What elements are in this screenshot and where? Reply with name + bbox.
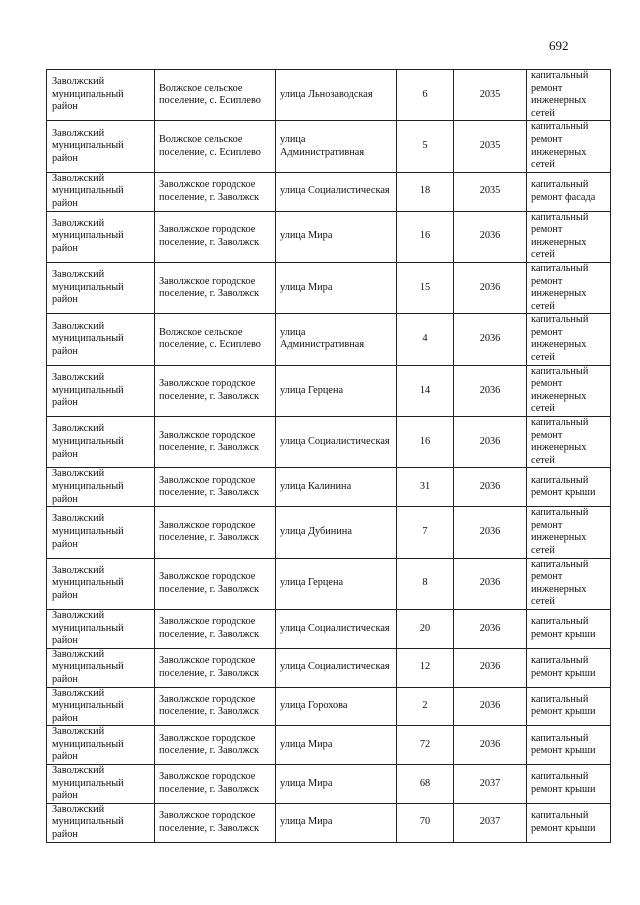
settlement-cell: Заволжское городское поселение, г. Заволжск bbox=[155, 726, 276, 765]
district-cell: Заволжский муниципальный район bbox=[47, 648, 155, 687]
district-cell: Заволжский муниципальный район bbox=[47, 803, 155, 842]
work-type-cell: капитальный ремонт крыши bbox=[527, 803, 611, 842]
district-cell: Заволжский муниципальный район bbox=[47, 70, 155, 121]
year-cell: 2035 bbox=[454, 121, 527, 172]
year-cell: 2035 bbox=[454, 70, 527, 121]
year-cell: 2036 bbox=[454, 365, 527, 416]
table-row bbox=[47, 70, 611, 121]
street-cell: улица Герцена bbox=[276, 558, 397, 609]
street-cell: улица Социалистическая bbox=[276, 648, 397, 687]
table-row bbox=[47, 417, 611, 468]
year-cell: 2036 bbox=[454, 211, 527, 262]
settlement-cell: Заволжское городское поселение, г. Заволжск bbox=[155, 172, 276, 211]
table-row bbox=[47, 314, 611, 365]
district-cell: Заволжский муниципальный район bbox=[47, 765, 155, 804]
street-cell: улица Мира bbox=[276, 211, 397, 262]
house-number-cell: 14 bbox=[397, 365, 454, 416]
year-cell: 2036 bbox=[454, 687, 527, 726]
house-number-cell: 18 bbox=[397, 172, 454, 211]
year-cell: 2036 bbox=[454, 507, 527, 558]
table-row bbox=[47, 648, 611, 687]
work-type-cell: капитальный ремонт инженерных сетей bbox=[527, 121, 611, 172]
table-row bbox=[47, 211, 611, 262]
year-cell: 2037 bbox=[454, 803, 527, 842]
street-cell: улица Мира bbox=[276, 262, 397, 313]
table-row bbox=[47, 172, 611, 211]
district-cell: Заволжский муниципальный район bbox=[47, 468, 155, 507]
settlement-cell: Волжское сельское поселение, с. Есиплево bbox=[155, 314, 276, 365]
house-number-cell: 70 bbox=[397, 803, 454, 842]
district-cell: Заволжский муниципальный район bbox=[47, 609, 155, 648]
table-row bbox=[47, 558, 611, 609]
district-cell: Заволжский муниципальный район bbox=[47, 365, 155, 416]
work-type-cell: капитальный ремонт инженерных сетей bbox=[527, 70, 611, 121]
house-number-cell: 5 bbox=[397, 121, 454, 172]
house-number-cell: 6 bbox=[397, 70, 454, 121]
house-number-cell: 7 bbox=[397, 507, 454, 558]
year-cell: 2036 bbox=[454, 609, 527, 648]
street-cell: улица Горохова bbox=[276, 687, 397, 726]
work-type-cell: капитальный ремонт инженерных сетей bbox=[527, 417, 611, 468]
settlement-cell: Заволжское городское поселение, г. Заволжск bbox=[155, 648, 276, 687]
work-type-cell: капитальный ремонт крыши bbox=[527, 687, 611, 726]
house-number-cell: 12 bbox=[397, 648, 454, 687]
street-cell: улица Мира bbox=[276, 726, 397, 765]
district-cell: Заволжский муниципальный район bbox=[47, 687, 155, 726]
street-cell: улица Социалистическая bbox=[276, 417, 397, 468]
table-row bbox=[47, 765, 611, 804]
settlement-cell: Волжское сельское поселение, с. Есиплево bbox=[155, 121, 276, 172]
street-cell: улица Социалистическая bbox=[276, 609, 397, 648]
house-number-cell: 20 bbox=[397, 609, 454, 648]
house-number-cell: 68 bbox=[397, 765, 454, 804]
year-cell: 2035 bbox=[454, 172, 527, 211]
house-number-cell: 16 bbox=[397, 211, 454, 262]
work-type-cell: капитальный ремонт фасада bbox=[527, 172, 611, 211]
street-cell: улица Калинина bbox=[276, 468, 397, 507]
table-row bbox=[47, 468, 611, 507]
work-type-cell: капитальный ремонт инженерных сетей bbox=[527, 507, 611, 558]
street-cell: улица Социалистическая bbox=[276, 172, 397, 211]
year-cell: 2036 bbox=[454, 648, 527, 687]
year-cell: 2036 bbox=[454, 262, 527, 313]
work-type-cell: капитальный ремонт инженерных сетей bbox=[527, 211, 611, 262]
table-row bbox=[47, 609, 611, 648]
settlement-cell: Заволжское городское поселение, г. Заволжск bbox=[155, 262, 276, 313]
house-number-cell: 16 bbox=[397, 417, 454, 468]
year-cell: 2037 bbox=[454, 765, 527, 804]
district-cell: Заволжский муниципальный район bbox=[47, 417, 155, 468]
district-cell: Заволжский муниципальный район bbox=[47, 507, 155, 558]
table-body bbox=[47, 70, 611, 843]
work-type-cell: капитальный ремонт инженерных сетей bbox=[527, 558, 611, 609]
street-cell: улица Герцена bbox=[276, 365, 397, 416]
district-cell: Заволжский муниципальный район bbox=[47, 211, 155, 262]
street-cell: улица Мира bbox=[276, 803, 397, 842]
table-row bbox=[47, 726, 611, 765]
work-type-cell: капитальный ремонт крыши bbox=[527, 765, 611, 804]
year-cell: 2036 bbox=[454, 417, 527, 468]
house-number-cell: 15 bbox=[397, 262, 454, 313]
district-cell: Заволжский муниципальный район bbox=[47, 314, 155, 365]
work-type-cell: капитальный ремонт инженерных сетей bbox=[527, 262, 611, 313]
house-number-cell: 31 bbox=[397, 468, 454, 507]
settlement-cell: Заволжское городское поселение, г. Заволжск bbox=[155, 687, 276, 726]
year-cell: 2036 bbox=[454, 468, 527, 507]
work-type-cell: капитальный ремонт крыши bbox=[527, 648, 611, 687]
table-row bbox=[47, 687, 611, 726]
work-type-cell: капитальный ремонт крыши bbox=[527, 726, 611, 765]
year-cell: 2036 bbox=[454, 314, 527, 365]
settlement-cell: Заволжское городское поселение, г. Заволжск bbox=[155, 803, 276, 842]
settlement-cell: Заволжское городское поселение, г. Заволжск bbox=[155, 211, 276, 262]
district-cell: Заволжский муниципальный район bbox=[47, 726, 155, 765]
district-cell: Заволжский муниципальный район bbox=[47, 121, 155, 172]
district-cell: Заволжский муниципальный район bbox=[47, 172, 155, 211]
street-cell: улица Мира bbox=[276, 765, 397, 804]
house-number-cell: 2 bbox=[397, 687, 454, 726]
settlement-cell: Заволжское городское поселение, г. Заволжск bbox=[155, 507, 276, 558]
table-row bbox=[47, 121, 611, 172]
work-type-cell: капитальный ремонт крыши bbox=[527, 609, 611, 648]
street-cell: улица Административная bbox=[276, 121, 397, 172]
house-number-cell: 72 bbox=[397, 726, 454, 765]
settlement-cell: Заволжское городское поселение, г. Заволжск bbox=[155, 468, 276, 507]
table-row bbox=[47, 507, 611, 558]
page-number: 692 bbox=[549, 38, 569, 53]
year-cell: 2036 bbox=[454, 726, 527, 765]
settlement-cell: Заволжское городское поселение, г. Заволжск bbox=[155, 558, 276, 609]
table-row bbox=[47, 262, 611, 313]
repair-schedule-table bbox=[46, 69, 611, 843]
street-cell: улица Льнозаводская bbox=[276, 70, 397, 121]
settlement-cell: Заволжское городское поселение, г. Заволжск bbox=[155, 365, 276, 416]
work-type-cell: капитальный ремонт крыши bbox=[527, 468, 611, 507]
settlement-cell: Волжское сельское поселение, с. Есиплево bbox=[155, 70, 276, 121]
street-cell: улица Дубинина bbox=[276, 507, 397, 558]
work-type-cell: капитальный ремонт инженерных сетей bbox=[527, 314, 611, 365]
table-row bbox=[47, 365, 611, 416]
settlement-cell: Заволжское городское поселение, г. Заволжск bbox=[155, 609, 276, 648]
street-cell: улица Административная bbox=[276, 314, 397, 365]
settlement-cell: Заволжское городское поселение, г. Заволжск bbox=[155, 417, 276, 468]
year-cell: 2036 bbox=[454, 558, 527, 609]
district-cell: Заволжский муниципальный район bbox=[47, 262, 155, 313]
house-number-cell: 4 bbox=[397, 314, 454, 365]
district-cell: Заволжский муниципальный район bbox=[47, 558, 155, 609]
work-type-cell: капитальный ремонт инженерных сетей bbox=[527, 365, 611, 416]
table-row bbox=[47, 803, 611, 842]
settlement-cell: Заволжское городское поселение, г. Заволжск bbox=[155, 765, 276, 804]
house-number-cell: 8 bbox=[397, 558, 454, 609]
